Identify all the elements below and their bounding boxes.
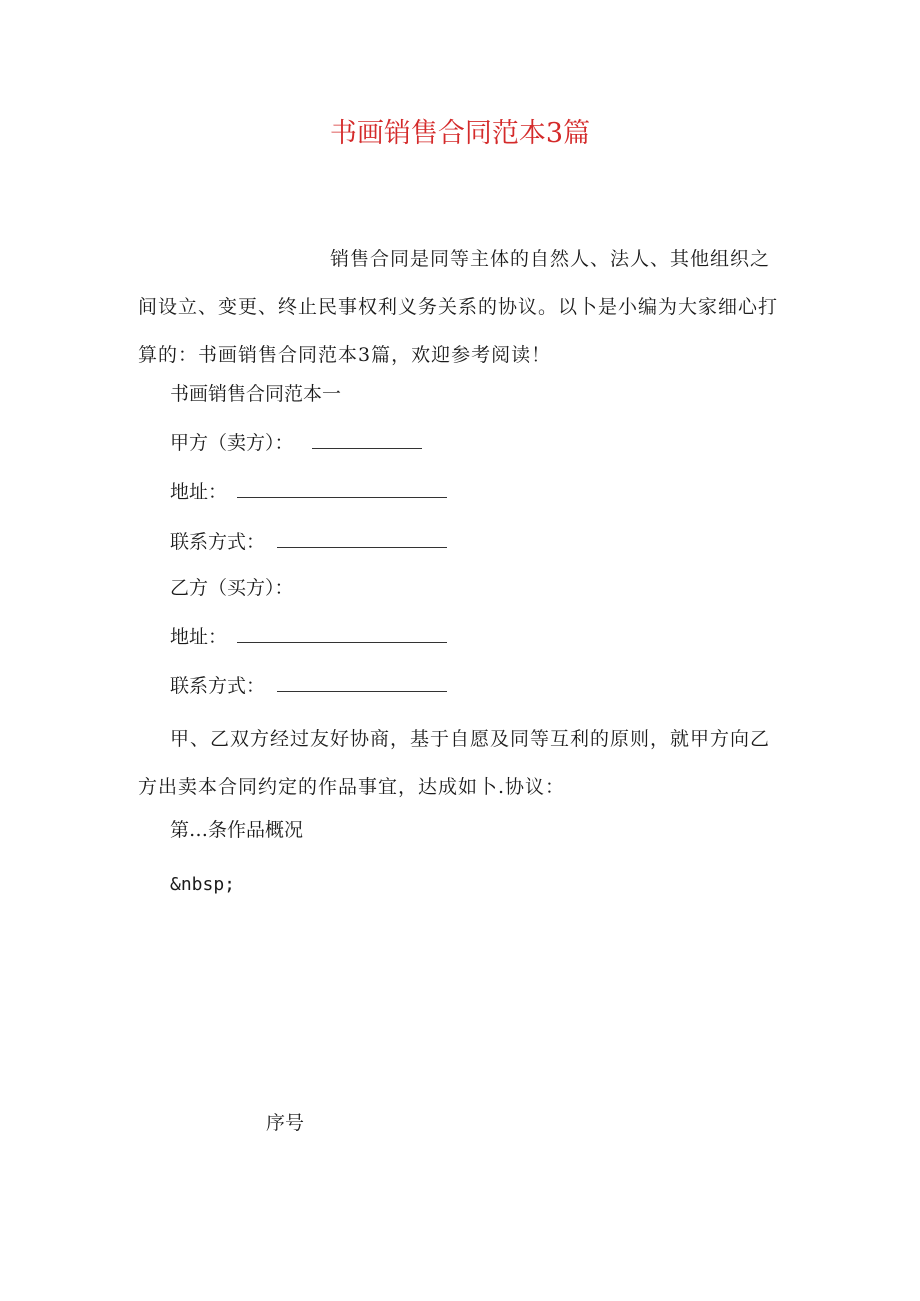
raw-entity-text: &nbsp; bbox=[170, 874, 236, 895]
party-b-contact-label: 联系方式： bbox=[170, 675, 266, 697]
party-a-label: 甲方（卖方）： bbox=[170, 432, 294, 454]
party-b-label: 乙方（买方）： bbox=[170, 577, 294, 599]
intro-paragraph: 销售合同是同等主体的自然人、法人、其他组织之间设立、变更、终止民事权利义务关系的协议。以卜是小编为大家细心打算的：书画销售合同范本3篇，欢迎参考阅读！ bbox=[138, 248, 779, 366]
article-one-heading: 第…条作品概况 bbox=[170, 819, 304, 841]
section-heading: 书画销售合同范本一 bbox=[170, 383, 342, 405]
party-a-name-blank[interactable] bbox=[312, 430, 422, 449]
party-b-contact-blank[interactable] bbox=[277, 673, 447, 692]
party-a-contact-blank[interactable] bbox=[277, 529, 447, 548]
party-b-address-blank[interactable] bbox=[237, 624, 447, 643]
table-header-sequence: 序号 bbox=[266, 1112, 305, 1134]
party-a-row bbox=[170, 428, 422, 458]
party-b-contact-row bbox=[170, 671, 447, 701]
party-a-contact-row bbox=[170, 527, 447, 557]
document-title: 书画销售合同范本3篇 bbox=[329, 118, 591, 149]
party-a-contact-label: 联系方式： bbox=[170, 531, 266, 553]
party-b-address-label: 地址： bbox=[170, 626, 228, 648]
party-b-row bbox=[170, 573, 294, 603]
party-a-address-blank[interactable] bbox=[237, 479, 447, 498]
party-a-address-row bbox=[170, 477, 447, 507]
agreement-paragraph: 甲、乙双方经过友好协商，基于自愿及同等互利的原则，就甲方向乙方出卖本合同约定的作品事宜，达成如卜.协议： bbox=[138, 728, 771, 798]
party-b-address-row bbox=[170, 622, 447, 652]
party-a-address-label: 地址： bbox=[170, 481, 228, 503]
